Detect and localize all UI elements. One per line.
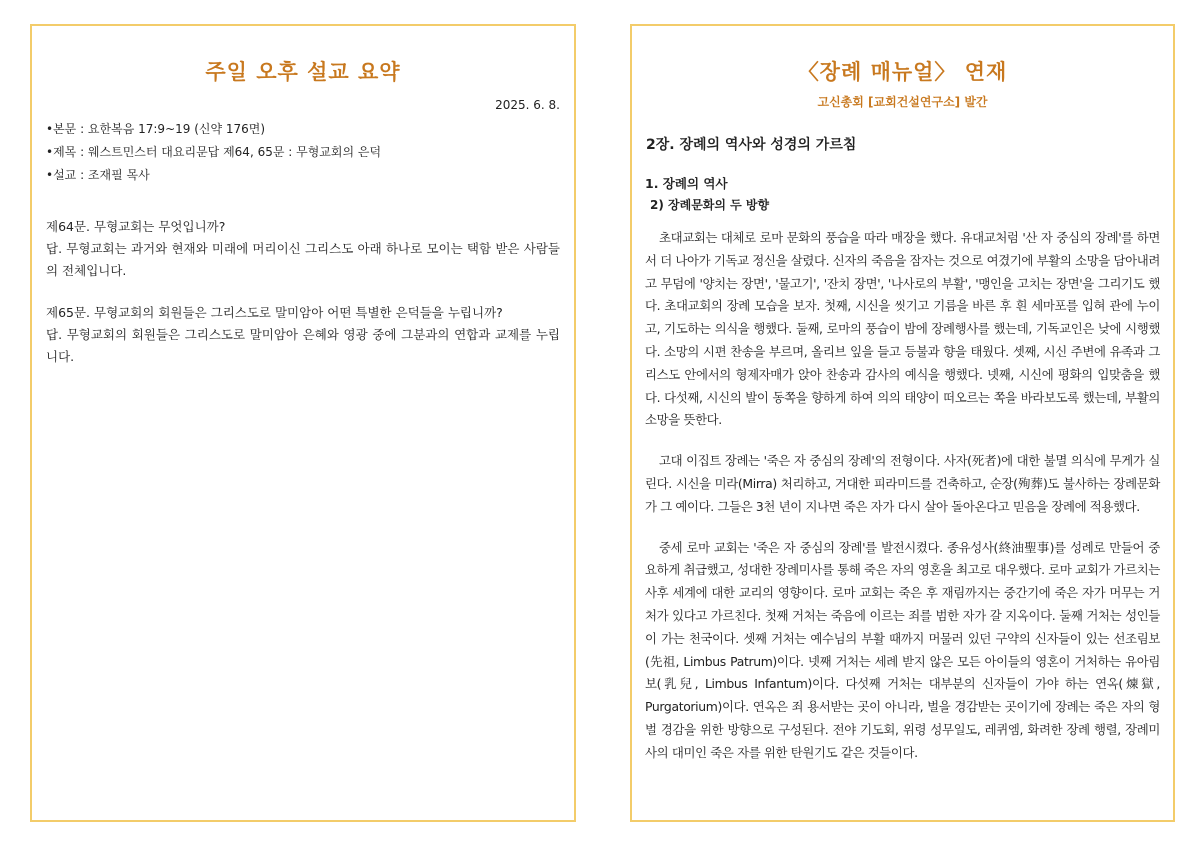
question-64: 제64문. 무형교회는 무엇입니까? <box>46 219 226 234</box>
funeral-manual-title: 〈장례 매뉴얼〉 연재 <box>797 60 1008 84</box>
sermon-date: 2025. 6. 8. <box>495 98 560 112</box>
sermon-summary-title: 주일 오후 설교 요약 <box>205 60 401 84</box>
answer-65: 답. 무형교회의 회원들은 그리스도로 말미암아 은혜와 영광 중에 그분과의 연합과 교제를 누립니다. <box>46 327 560 364</box>
qa-block-64 <box>46 216 560 282</box>
qa-block-65 <box>46 302 560 368</box>
early-church-paragraph: 초대교회는 대체로 로마 문화의 풍습을 따라 매장을 했다. 유대교처럼 '산 자 중심의 장례'를 하면서 더 나아가 기독교 정신을 살렸다. 신자의 죽음을 잠자는 것으로 여겼기에 부활의 소망을 담아내려고 무덤에 '양치는 장면', '물고기', '잔치 장면', '나사로의 부활', '맹인을 고치는 장면'을 그리기도 했다. 초대교회의 장례 모습을 보자. 첫째, 시신을 씻기고 기름을 바른 후 흰 세마포를 입혀 관에 누이고, 기도하는 의식을 행했다. 둘째, 로마의 풍습이 밤에 장례행사를 했는데, 기독교인은 낮에 시행했다. 소망의 시편 찬송을 부르며, 올리브 잎을 들고 등불과 향을 태웠다. 셋째, 시신 주변에 유족과 그리스도 안에서의 형제자매가 앉아 찬송과 감사의 예식을 행했다. 넷째, 시신에 평화의 입맞춤을 했다. 다섯째, 시신의 발이 동쪽을 향하게 하여 의의 태양이 떠오르는 쪽을 바라보도록 했는데, 부활의 소망을 뜻한다. <box>645 230 1161 428</box>
subsection-heading: 2) 장례문화의 두 방향 <box>650 198 770 212</box>
right-page <box>630 24 1175 822</box>
sermon-topic-line: •제목 : 웨스트민스터 대요리문답 제64, 65문 : 무형교회의 은덕 <box>46 145 382 159</box>
sermon-meta <box>46 118 560 187</box>
section-heading: 1. 장례의 역사 <box>645 176 728 191</box>
answer-64: 답. 무형교회는 과거와 현재와 미래에 머리이신 그리스도 아래 하나로 모이는 택함 받은 사람들의 전체입니다. <box>46 241 560 278</box>
scripture-line: •본문 : 요한복음 17:9~19 (신약 176면) <box>46 122 266 136</box>
publisher-subtitle: 고신총회 [교회건설연구소] 발간 <box>817 95 988 109</box>
chapter-heading: 2장. 장례의 역사와 성경의 가르침 <box>646 137 857 153</box>
preacher-line: •설교 : 조재필 목사 <box>46 168 150 182</box>
left-page <box>30 24 576 822</box>
ancient-egypt-paragraph: 고대 이집트 장례는 '죽은 자 중심의 장례'의 전형이다. 사자(死者)에 대한 불멸 의식에 무게가 실린다. 시신을 미라(Mirra) 처리하고, 거대한 피라미드를 건축하고, 순장(殉葬)도 불사하는 장례문화가 그 예이다. 그들은 3천 년이 지나면 죽은 자가 다시 살아 돌아온다고 믿음을 장례에 적용했다. <box>645 453 1160 514</box>
question-65: 제65문. 무형교회의 회원들은 그리스도로 말미암아 어떤 특별한 은덕들을 누립니까? <box>46 305 503 320</box>
medieval-church-paragraph: 중세 로마 교회는 '죽은 자 중심의 장례'를 발전시켰다. 종유성사(終油聖事)를 성례로 만들어 중요하게 취급했고, 성대한 장례미사를 통해 죽은 자의 영혼을 최고로 대우했다. 로마 교회가 가르치는 사후 세계에 대한 교리의 영향이다. 로마 교회는 죽은 후 재림까지는 중간기에 죽은 자가 머무는 거처가 있다고 가르친다. 첫째 거처는 죽음에 이르는 죄를 범한 자가 갈 지옥이다. 둘째 거처는 성인들이 가는 천국이다. 셋째 거처는 예수님의 부활 때까지 머물러 있던 구약의 신자들이 있는 선조림보(先祖, Limbus Patrum)이다. 넷째 거처는 세례 받지 않은 모든 아이들의 영혼이 거처하는 유아림보(乳兒, Limbus Infantum)이다. 다섯째 거처는 대부분의 신자들이 가야 하는 연옥(煉獄, Purgatorium)이다. 연옥은 죄 용서받는 곳이 아니라, 벌을 경감받는 곳이기에 장례는 죽은 자의 형벌 경감을 위한 방향으로 구성된다. 전야 기도회, 위령 성무일도, 레퀴엠, 화려한 장례 행렬, 장례미사의 대미인 죽은 자를 위한 탄원기도 같은 것들이다. <box>645 539 1161 760</box>
